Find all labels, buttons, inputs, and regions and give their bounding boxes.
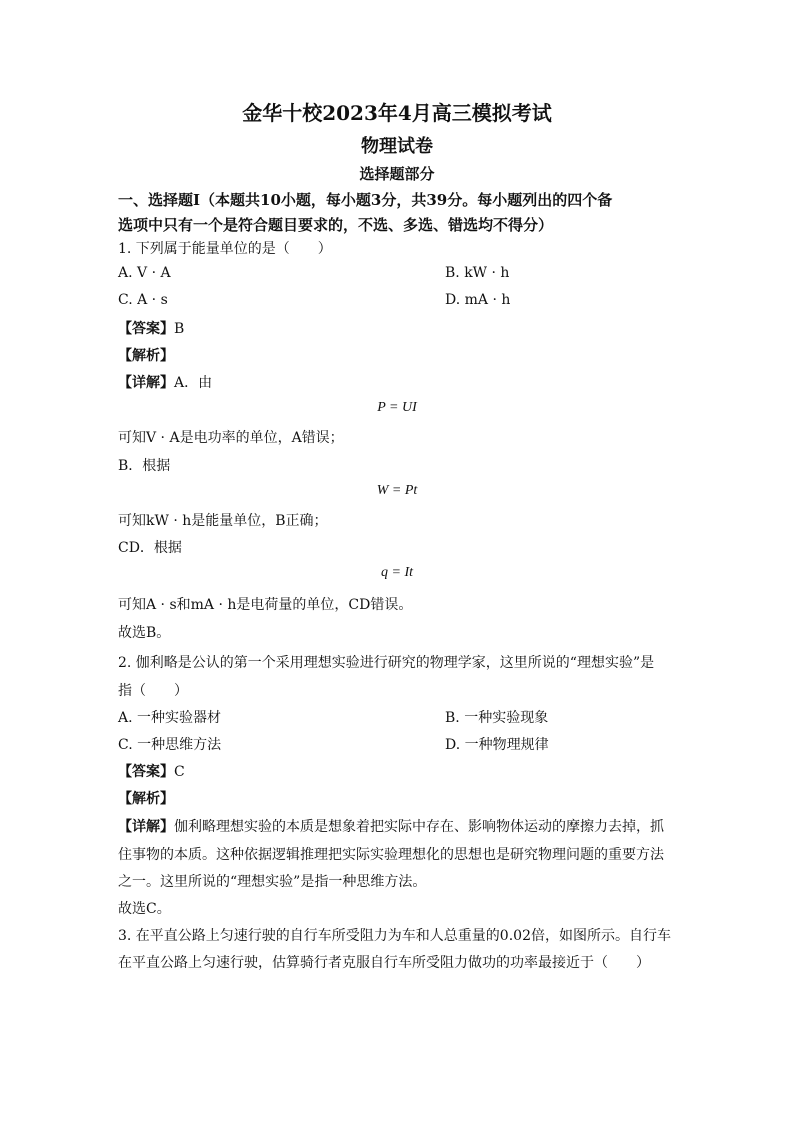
q2-conclusion: 故选C。: [118, 901, 171, 917]
q1-text-5: 可知A · s和mA · h是电荷量的单位，CD错误。: [118, 597, 413, 613]
q1-analysis-tag: 【解析】: [118, 348, 174, 364]
q2-option-c: C. 一种思维方法: [118, 737, 222, 753]
q1-option-c: C. A · s: [118, 292, 168, 308]
detail-text: A．由: [174, 375, 213, 391]
answer-tag: 【答案】: [118, 321, 174, 337]
detail-text: 伽利略理想实验的本质是想象着把实际中存在、影响物体运动的摩擦力去掉，抓: [174, 819, 664, 835]
q2-stem-line1: 2. 伽利略是公认的第一个采用理想实验进行研究的物理学家，这里所说的“理想实验”是: [118, 655, 655, 671]
q1-option-d: D. mA · h: [445, 292, 511, 308]
q2-answer: [118, 761, 185, 781]
q1-text-4: CD．根据: [118, 540, 182, 556]
q1-text-3: 可知kW · h是能量单位，B正确；: [118, 513, 328, 529]
q2-stem-line2: 指（ ）: [118, 683, 188, 699]
exam-subtitle: 物理试卷: [361, 136, 433, 157]
q1-formula-charge: q = It: [381, 565, 413, 580]
detail-tag: 【详解】: [118, 819, 174, 835]
q1-formula-work: W = Pt: [376, 483, 418, 498]
q2-detail-line3: 之一。这里所说的“理想实验”是指一种思维方法。: [118, 874, 427, 890]
exam-title: 金华十校2023年4月高三模拟考试: [242, 101, 552, 125]
answer-value: C: [174, 764, 185, 780]
q2-analysis-tag: 【解析】: [118, 791, 174, 807]
q1-answer: [118, 318, 184, 338]
q1-text-1: 可知V · A是电功率的单位，A错误；: [118, 430, 344, 446]
q2-detail-line1: [118, 816, 664, 836]
section-instructions-line1: 一、选择题Ⅰ（本题共10小题，每小题3分，共39分。每小题列出的四个备: [118, 191, 613, 209]
q1-option-b: B. kW · h: [445, 265, 510, 281]
section-instructions-line2: 选项中只有一个是符合题目要求的，不选、多选、错选均不得分）: [118, 216, 554, 234]
q1-formula-power: P = UI: [377, 400, 417, 415]
q2-detail-line2: 住事物的本质。这种依据逻辑推理把实际实验理想化的思想也是研究物理问题的重要方法: [118, 847, 664, 863]
part-heading: 选择题部分: [359, 165, 435, 183]
q1-stem: 1. 下列属于能量单位的是（ ）: [118, 241, 332, 257]
q1-conclusion: 故选B。: [118, 625, 171, 641]
q3-stem-line1: 3. 在平直公路上匀速行驶的自行车所受阻力为车和人总重量的0.02倍，如图所示。自行车: [118, 928, 671, 944]
q2-option-a: A. 一种实验器材: [118, 710, 222, 726]
answer-tag: 【答案】: [118, 764, 174, 780]
q1-detail: [118, 372, 212, 392]
detail-tag: 【详解】: [118, 375, 174, 391]
q1-text-2: B．根据: [118, 458, 171, 474]
answer-value: B: [174, 321, 185, 337]
q2-option-d: D. 一种物理规律: [445, 737, 549, 753]
q1-option-a: A. V · A: [118, 265, 171, 281]
q2-option-b: B. 一种实验现象: [445, 710, 549, 726]
q3-stem-line2: 在平直公路上匀速行驶，估算骑行者克服自行车所受阻力做功的功率最接近于（ ）: [118, 955, 650, 971]
